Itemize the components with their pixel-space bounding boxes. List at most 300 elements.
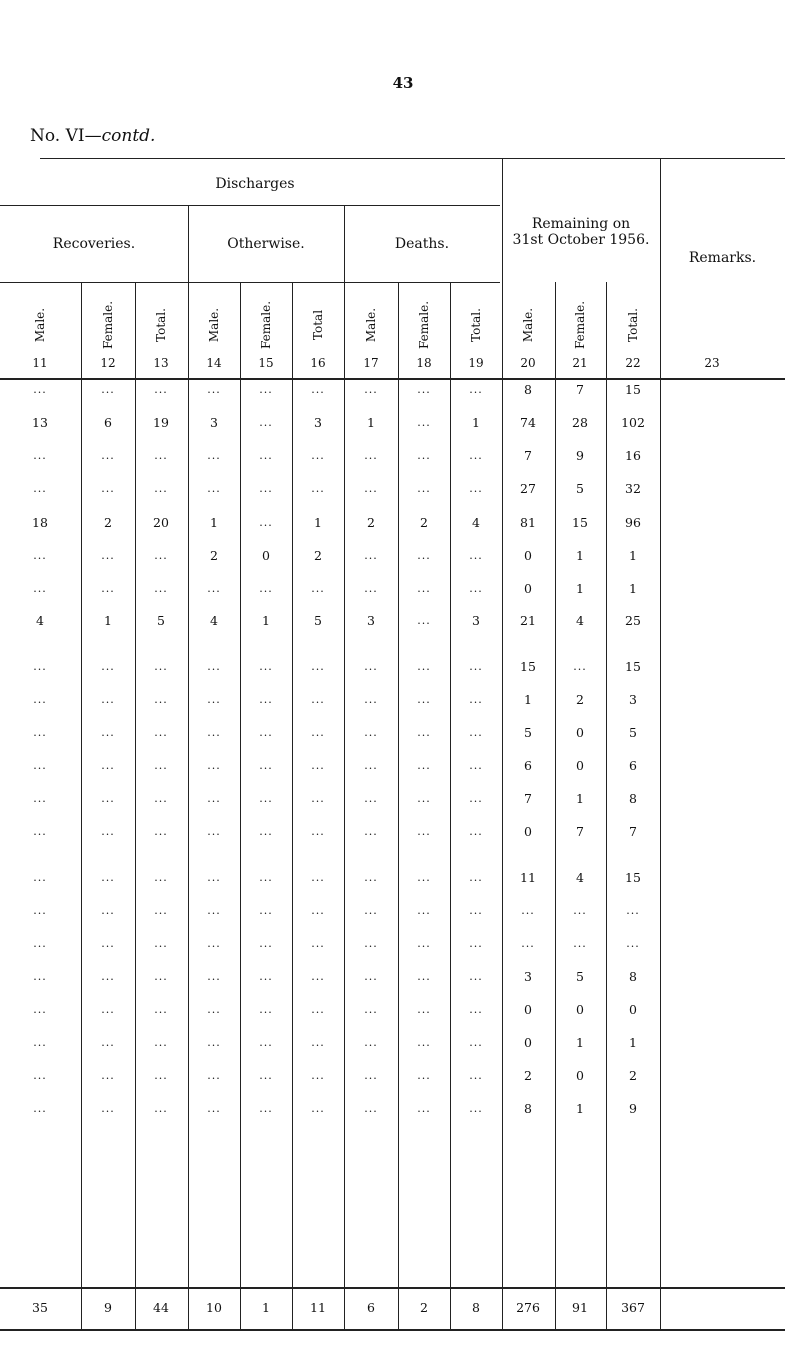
table-cell: ... — [364, 871, 378, 884]
table-cell: ... — [207, 937, 221, 950]
sub-header-9: Total. — [469, 308, 483, 342]
table-cell: ... — [364, 549, 378, 562]
table-cell: ... — [259, 516, 273, 529]
table-cell: ... — [154, 726, 168, 739]
table-cell: ... — [33, 1036, 47, 1049]
total-cell: 44 — [153, 1300, 169, 1315]
total-cell: 91 — [572, 1300, 588, 1315]
table-cell: 3 — [524, 969, 532, 984]
table-cell: ... — [154, 970, 168, 983]
column-rule — [344, 205, 345, 1329]
column-number-14: 14 — [206, 356, 222, 370]
table-cell: ... — [101, 792, 115, 805]
table-cell: ... — [259, 904, 273, 917]
table-cell: ... — [259, 693, 273, 706]
table-cell: 1 — [576, 791, 584, 806]
table-cell: 0 — [576, 1002, 584, 1017]
table-cell: ... — [311, 693, 325, 706]
table-cell: ... — [259, 1003, 273, 1016]
totals-bottom-rule — [0, 1329, 785, 1331]
sub-header-3: Total. — [154, 308, 168, 342]
table-cell: ... — [33, 660, 47, 673]
table-cell: ... — [207, 792, 221, 805]
table-cell: ... — [101, 660, 115, 673]
table-cell: ... — [207, 726, 221, 739]
total-cell: 1 — [262, 1300, 270, 1315]
table-cell: ... — [311, 937, 325, 950]
table-cell: 7 — [524, 791, 532, 806]
table-cell: ... — [33, 970, 47, 983]
table-cell: ... — [33, 1102, 47, 1115]
table-cell: 6 — [524, 758, 532, 773]
table-cell: ... — [417, 1069, 431, 1082]
table-cell: ... — [207, 582, 221, 595]
table-cell: ... — [101, 693, 115, 706]
table-cell: 3 — [367, 613, 375, 628]
table-cell: ... — [364, 825, 378, 838]
table-cell: ... — [33, 1003, 47, 1016]
total-cell: 367 — [621, 1300, 645, 1315]
table-cell: ... — [417, 614, 431, 627]
table-cell: 7 — [524, 448, 532, 463]
table-cell: 7 — [576, 382, 584, 397]
table-cell: ... — [521, 937, 535, 950]
table-cell: ... — [33, 871, 47, 884]
table-cell: ... — [101, 1003, 115, 1016]
remarks-heading: Remarks. — [688, 250, 757, 266]
table-cell: ... — [154, 449, 168, 462]
total-cell: 8 — [472, 1300, 480, 1315]
totals-top-rule — [0, 1287, 785, 1289]
table-cell: 13 — [32, 415, 48, 430]
table-cell: ... — [207, 1069, 221, 1082]
table-cell: ... — [101, 582, 115, 595]
sub-header-10: Male. — [521, 307, 535, 343]
table-cell: 1 — [210, 515, 218, 530]
table-cell: 3 — [629, 692, 637, 707]
table-cell: ... — [259, 970, 273, 983]
discharges-heading: Discharges — [215, 176, 295, 192]
column-number-19: 19 — [468, 356, 484, 370]
table-cell: 1 — [262, 613, 270, 628]
table-cell: ... — [469, 759, 483, 772]
table-cell: ... — [469, 726, 483, 739]
table-cell: ... — [207, 1036, 221, 1049]
table-cell: 0 — [262, 548, 270, 563]
table-cell: ... — [101, 759, 115, 772]
sub-header-4: Male. — [207, 307, 221, 343]
table-cell: 8 — [524, 382, 532, 397]
column-number-16: 16 — [310, 356, 326, 370]
table-cell: ... — [417, 825, 431, 838]
table-cell: ... — [469, 937, 483, 950]
table-cell: ... — [101, 904, 115, 917]
table-cell: ... — [259, 937, 273, 950]
table-cell: 2 — [314, 548, 322, 563]
table-cell: ... — [573, 660, 587, 673]
table-cell: ... — [207, 482, 221, 495]
table-cell: ... — [469, 1069, 483, 1082]
table-cell: ... — [259, 449, 273, 462]
table-cell: 74 — [520, 415, 536, 430]
table-cell: ... — [207, 660, 221, 673]
table-cell: 0 — [524, 548, 532, 563]
column-number-23: 23 — [704, 356, 720, 370]
table-cell: 1 — [576, 548, 584, 563]
table-cell: ... — [154, 582, 168, 595]
table-cell: 2 — [420, 515, 428, 530]
table-cell: ... — [259, 383, 273, 396]
table-cell: ... — [417, 726, 431, 739]
table-cell: ... — [154, 937, 168, 950]
table-cell: 4 — [210, 613, 218, 628]
table-cell: 11 — [520, 870, 536, 885]
table-heading — [30, 126, 155, 146]
table-cell: 1 — [576, 1035, 584, 1050]
table-cell: ... — [417, 1003, 431, 1016]
table-title-suffix: —contd. — [84, 126, 156, 146]
table-cell: ... — [259, 792, 273, 805]
table-cell: 15 — [520, 659, 536, 674]
table-cell: 1 — [576, 1101, 584, 1116]
table-cell: ... — [417, 549, 431, 562]
table-cell: 15 — [572, 515, 588, 530]
table-cell: ... — [33, 904, 47, 917]
table-cell: ... — [364, 482, 378, 495]
table-cell: 18 — [32, 515, 48, 530]
table-cell: ... — [364, 449, 378, 462]
table-cell: 4 — [36, 613, 44, 628]
table-cell: 1 — [524, 692, 532, 707]
table-cell: ... — [33, 693, 47, 706]
table-cell: ... — [311, 582, 325, 595]
table-cell: ... — [207, 825, 221, 838]
table-cell: ... — [101, 482, 115, 495]
deaths-heading: Deaths. — [394, 236, 450, 252]
table-cell: 0 — [576, 725, 584, 740]
table-cell: ... — [154, 871, 168, 884]
table-cell: 2 — [367, 515, 375, 530]
table-cell: ... — [364, 660, 378, 673]
total-cell: 276 — [516, 1300, 540, 1315]
table-cell: ... — [101, 1036, 115, 1049]
remaining-heading-line1: Remaining on — [531, 216, 631, 232]
column-number-13: 13 — [153, 356, 169, 370]
column-number-17: 17 — [363, 356, 379, 370]
column-rule — [81, 282, 82, 1329]
table-cell: 3 — [314, 415, 322, 430]
table-cell: ... — [207, 1102, 221, 1115]
table-cell: ... — [154, 1036, 168, 1049]
total-cell: 35 — [32, 1300, 48, 1315]
recoveries-heading: Recoveries. — [52, 236, 136, 252]
table-cell: 27 — [520, 481, 536, 496]
table-cell: ... — [33, 482, 47, 495]
table-cell: ... — [259, 1102, 273, 1115]
table-cell: ... — [259, 660, 273, 673]
table-cell: 7 — [576, 824, 584, 839]
table-cell: ... — [33, 549, 47, 562]
table-cell: 3 — [472, 613, 480, 628]
table-cell: ... — [469, 970, 483, 983]
table-cell: 8 — [524, 1101, 532, 1116]
table-cell: ... — [417, 582, 431, 595]
table-cell: ... — [259, 482, 273, 495]
header-bottom-rule — [0, 378, 785, 380]
table-cell: ... — [311, 825, 325, 838]
table-cell: 15 — [625, 659, 641, 674]
table-cell: ... — [101, 1102, 115, 1115]
table-cell: 1 — [629, 548, 637, 563]
table-cell: ... — [207, 383, 221, 396]
table-cell: ... — [207, 871, 221, 884]
total-cell: 9 — [104, 1300, 112, 1315]
table-cell: ... — [311, 904, 325, 917]
column-number-22: 22 — [625, 356, 641, 370]
table-cell: ... — [33, 582, 47, 595]
table-cell: ... — [101, 1069, 115, 1082]
total-cell: 2 — [420, 1300, 428, 1315]
table-cell: 15 — [625, 382, 641, 397]
table-cell: ... — [417, 937, 431, 950]
table-cell: ... — [364, 726, 378, 739]
table-cell: ... — [33, 1069, 47, 1082]
table-cell: 1 — [104, 613, 112, 628]
table-cell: ... — [33, 792, 47, 805]
table-cell: ... — [311, 792, 325, 805]
table-cell: 3 — [210, 415, 218, 430]
table-cell: ... — [259, 726, 273, 739]
table-cell: ... — [364, 970, 378, 983]
table-cell: ... — [364, 792, 378, 805]
sub-header-8: Female. — [417, 300, 431, 350]
table-cell: ... — [207, 759, 221, 772]
table-cell: ... — [311, 1102, 325, 1115]
table-cell: 21 — [520, 613, 536, 628]
table-cell: 1 — [576, 581, 584, 596]
table-cell: ... — [364, 1069, 378, 1082]
table-cell: ... — [364, 693, 378, 706]
table-cell: 1 — [367, 415, 375, 430]
remarks-divider — [660, 158, 661, 1329]
table-cell: 25 — [625, 613, 641, 628]
column-rule — [606, 282, 607, 1329]
table-cell: ... — [259, 871, 273, 884]
table-cell: ... — [154, 660, 168, 673]
table-cell: 1 — [314, 515, 322, 530]
table-cell: ... — [469, 482, 483, 495]
table-cell: ... — [469, 792, 483, 805]
table-cell: 2 — [576, 692, 584, 707]
table-cell: ... — [311, 726, 325, 739]
table-cell: 102 — [621, 415, 645, 430]
table-cell: ... — [101, 726, 115, 739]
table-cell: 0 — [629, 1002, 637, 1017]
table-cell: ... — [364, 904, 378, 917]
column-number-20: 20 — [520, 356, 536, 370]
table-cell: ... — [33, 759, 47, 772]
table-cell: ... — [469, 1003, 483, 1016]
table-cell: 0 — [524, 1002, 532, 1017]
table-cell: ... — [101, 871, 115, 884]
table-cell: 4 — [576, 613, 584, 628]
table-cell: ... — [101, 970, 115, 983]
table-cell: ... — [469, 904, 483, 917]
deaths-subheader-rule — [344, 282, 500, 283]
table-cell: 1 — [629, 1035, 637, 1050]
table-cell: ... — [311, 383, 325, 396]
column-rule — [502, 158, 503, 1329]
table-cell: ... — [469, 871, 483, 884]
table-cell: ... — [364, 383, 378, 396]
sub-header-12: Total. — [626, 308, 640, 342]
table-cell: ... — [417, 871, 431, 884]
table-cell: 16 — [625, 448, 641, 463]
table-cell: ... — [259, 582, 273, 595]
sub-header-2: Female. — [101, 300, 115, 350]
otherwise-heading: Otherwise. — [227, 236, 305, 252]
sub-header-11: Female. — [573, 300, 587, 350]
table-cell: 28 — [572, 415, 588, 430]
table-cell: 2 — [524, 1068, 532, 1083]
table-cell: 4 — [472, 515, 480, 530]
table-cell: ... — [207, 449, 221, 462]
table-cell: ... — [154, 482, 168, 495]
table-cell: ... — [207, 1003, 221, 1016]
table-cell: 7 — [629, 824, 637, 839]
table-cell: ... — [311, 1036, 325, 1049]
table-cell: ... — [259, 1036, 273, 1049]
table-cell: ... — [521, 904, 535, 917]
table-cell: ... — [364, 1036, 378, 1049]
table-cell: ... — [469, 383, 483, 396]
table-cell: ... — [417, 693, 431, 706]
table-cell: ... — [101, 937, 115, 950]
table-cell: 2 — [210, 548, 218, 563]
table-cell: 5 — [576, 481, 584, 496]
table-cell: ... — [311, 871, 325, 884]
table-cell: 5 — [576, 969, 584, 984]
table-cell: ... — [259, 1069, 273, 1082]
table-cell: ... — [101, 825, 115, 838]
table-cell: ... — [33, 383, 47, 396]
table-cell: 0 — [524, 581, 532, 596]
table-cell: ... — [417, 1102, 431, 1115]
table-cell: ... — [469, 660, 483, 673]
table-cell: 81 — [520, 515, 536, 530]
table-cell: 15 — [625, 870, 641, 885]
table-cell: ... — [469, 582, 483, 595]
table-cell: ... — [311, 970, 325, 983]
table-cell: ... — [364, 1102, 378, 1115]
table-cell: ... — [259, 416, 273, 429]
table-cell: ... — [311, 660, 325, 673]
table-title: No. VI — [30, 126, 85, 146]
column-number-18: 18 — [416, 356, 432, 370]
page-number: 43 — [392, 74, 414, 92]
table-cell: ... — [311, 1069, 325, 1082]
table-cell: ... — [33, 825, 47, 838]
table-cell: ... — [154, 1069, 168, 1082]
table-cell: ... — [33, 726, 47, 739]
column-number-21: 21 — [572, 356, 588, 370]
table-cell: 5 — [524, 725, 532, 740]
table-cell: ... — [469, 449, 483, 462]
table-cell: ... — [417, 970, 431, 983]
column-number-15: 15 — [258, 356, 274, 370]
sub-header-1: Male. — [33, 307, 47, 343]
table-cell: 32 — [625, 481, 641, 496]
table-cell: ... — [207, 970, 221, 983]
total-cell: 6 — [367, 1300, 375, 1315]
table-cell: 4 — [576, 870, 584, 885]
table-cell: 1 — [472, 415, 480, 430]
table-cell: 5 — [314, 613, 322, 628]
table-cell: ... — [417, 660, 431, 673]
column-number-12: 12 — [100, 356, 116, 370]
table-cell: ... — [101, 449, 115, 462]
table-cell: ... — [33, 937, 47, 950]
table-cell: ... — [364, 582, 378, 595]
remaining-heading-line2: 31st October 1956. — [512, 232, 650, 248]
table-cell: ... — [417, 383, 431, 396]
table-cell: ... — [154, 693, 168, 706]
table-cell: 8 — [629, 791, 637, 806]
table-cell: ... — [364, 759, 378, 772]
table-cell: ... — [469, 1102, 483, 1115]
table-cell: ... — [311, 759, 325, 772]
table-cell: 2 — [104, 515, 112, 530]
table-cell: ... — [417, 759, 431, 772]
table-cell: ... — [469, 1036, 483, 1049]
sub-header-7: Male. — [364, 307, 378, 343]
table-cell: ... — [417, 482, 431, 495]
table-cell: ... — [626, 904, 640, 917]
table-cell: 5 — [629, 725, 637, 740]
table-top-rule — [40, 158, 785, 159]
table-cell: ... — [207, 693, 221, 706]
column-number-11: 11 — [32, 356, 48, 370]
table-cell: 2 — [629, 1068, 637, 1083]
table-cell: ... — [101, 549, 115, 562]
table-cell: ... — [259, 759, 273, 772]
table-cell: 0 — [576, 1068, 584, 1083]
table-cell: ... — [417, 904, 431, 917]
table-cell: 19 — [153, 415, 169, 430]
table-cell: ... — [364, 937, 378, 950]
table-cell: ... — [154, 383, 168, 396]
table-cell: ... — [311, 449, 325, 462]
table-cell: 0 — [576, 758, 584, 773]
table-cell: ... — [154, 904, 168, 917]
sub-header-6: Total — [311, 309, 325, 341]
table-cell: 20 — [153, 515, 169, 530]
total-cell: 10 — [206, 1300, 222, 1315]
table-cell: ... — [101, 383, 115, 396]
table-cell: ... — [469, 693, 483, 706]
table-cell: ... — [417, 1036, 431, 1049]
table-cell: ... — [573, 937, 587, 950]
table-cell: 9 — [576, 448, 584, 463]
table-cell: ... — [207, 904, 221, 917]
table-cell: ... — [469, 549, 483, 562]
table-cell: ... — [154, 825, 168, 838]
table-cell: 96 — [625, 515, 641, 530]
table-cell: ... — [417, 792, 431, 805]
table-cell: ... — [259, 825, 273, 838]
table-cell: 5 — [157, 613, 165, 628]
table-cell: ... — [417, 416, 431, 429]
